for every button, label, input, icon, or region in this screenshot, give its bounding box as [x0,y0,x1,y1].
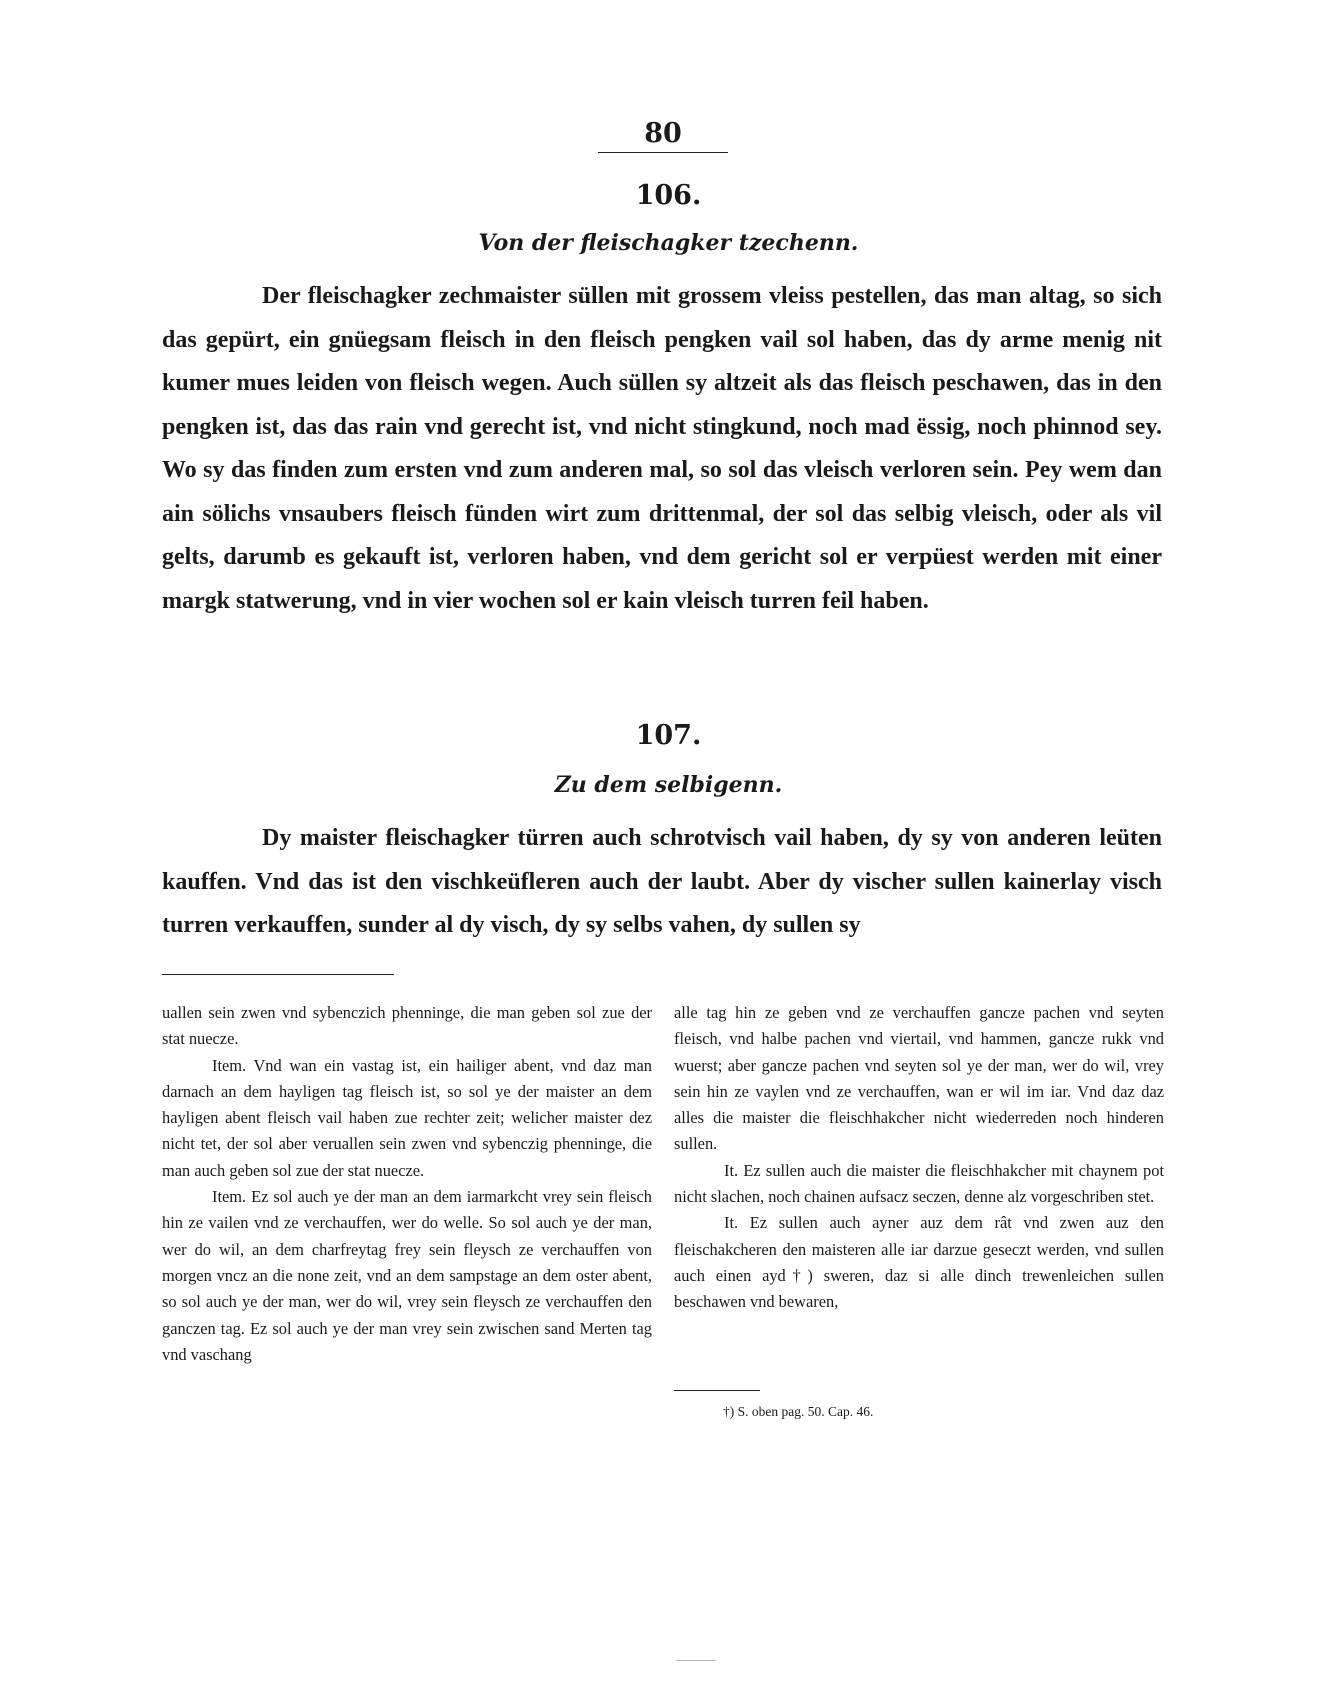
cross-reference-note: †) S. oben pag. 50. Cap. 46. [723,1404,874,1419]
section-106-title: Von der fleischagker tzechenn. [478,230,859,256]
footnote-paragraph: Item. Vnd wan ein vastag ist, ein hailiger abent, vnd daz man darnach an dem hayligen tag fleisch ist, so sol ye der maister an dem hayligen abent fleisch vail haben zue rechter zeit; welicher maister dez nicht tet, der sol aber veruallen sein zwen vnd sybenczig phenninge, die man auch geben sol zue der stat nuecze. [162,1055,652,1180]
header-rule [598,152,728,153]
footnote-paragraph: uallen sein zwen vnd sybenczich phenninge, die man geben sol zue der stat nuecze. [162,1003,652,1049]
footnote-paragraph: It. Ez sullen auch die maister die fleischhakcher mit chaynem pot nicht slachen, noch chainen aufsacz seczen, denne alz vorgeschriben stet. [674,1160,1164,1207]
footnotes-right-column [674,1000,1164,1316]
section-107-text: Dy maister fleischagker türren auch schrotvisch vail haben, dy sy von anderen leüten kauffen. Vnd das ist den vischkeüfleren auch der laubt. Aber dy vischer sullen kainerlay visch turren verkauffen, sunder al dy visch, dy sy selbs vahen, dy sullen sy [162,825,1162,938]
footnote-paragraph: It. Ez sullen auch ayner auz dem rât vnd zwen auz den fleischakcheren den maisteren alle iar darzue geseczt werden, vnd sullen auch einen ayd†) sweren, daz si alle dinch trewenleichen sullen beschawen vnd bewaren, [674,1213,1164,1312]
section-107-title: Zu dem selbigenn. [554,772,783,798]
bottom-mark [676,1660,716,1661]
footnote-rule [162,974,394,975]
note-rule [674,1390,760,1391]
section-107-number: 107. [635,720,702,751]
section-106-text: Der fleischagker zechmaister süllen mit grossem vleiss pestellen, das man altag, so sich das gepürt, ein gnüegsam fleisch in den fleisch pengken vail sol haben, das dy arme menig nit kumer mues leiden von fleisch wegen. Auch süllen sy altzeit als das fleisch peschawen, das in den pengken ist, das das rain vnd gerecht ist, vnd nicht stingkund, noch mad ëssig, noch phinnod sey. Wo sy das finden zum ersten vnd zum anderen mal, so sol das vleisch verloren sein. Pey wem dan ain sölichs vnsaubers fleisch fünden wirt zum drittenmal, der sol das selbig vleisch, oder als vil gelts, darumb es gekauft ist, verloren haben, vnd dem gericht sol er verpüest werden mit einer margk statwerung, vnd in vier wochen sol er kain vleisch turren feil haben. [162,283,1162,614]
footnotes-left-column [162,1000,652,1368]
page-number: 80 [644,118,682,149]
footnote-paragraph: alle tag hin ze geben vnd ze verchauffen gancze pachen vnd seyten fleisch, vnd halbe pachen vnd viertail, vnd hammen, gancze rukk vnd wuerst; aber gancze pachen vnd seyten sol ye der man, wer do wil, vrey sein hin ze vaylen vnd ze verchauffen, wan er wil im iar. Vnd daz daz alles die maister die fleischhakcher nicht wiederreden noch hinderen sullen. [674,1003,1164,1154]
footnote-paragraph: Item. Ez sol auch ye der man an dem iarmarkcht vrey sein fleisch hin ze vailen vnd ze verchauffen, wer do welle. So sol auch ye der man, wer do wil, an dem charfreytag frey sein fleysch ze verchauffen von morgen vncz an die none zeit, vnd an dem sampstage an dem oster abent, so sol auch ye der man, wer do wil, vrey sein fleysch ze verchauffen den ganczen tag. Ez sol auch ye der man vrey sein zwischen sand Merten tag vnd vaschang [162,1187,652,1364]
section-106-number: 106. [635,180,702,211]
